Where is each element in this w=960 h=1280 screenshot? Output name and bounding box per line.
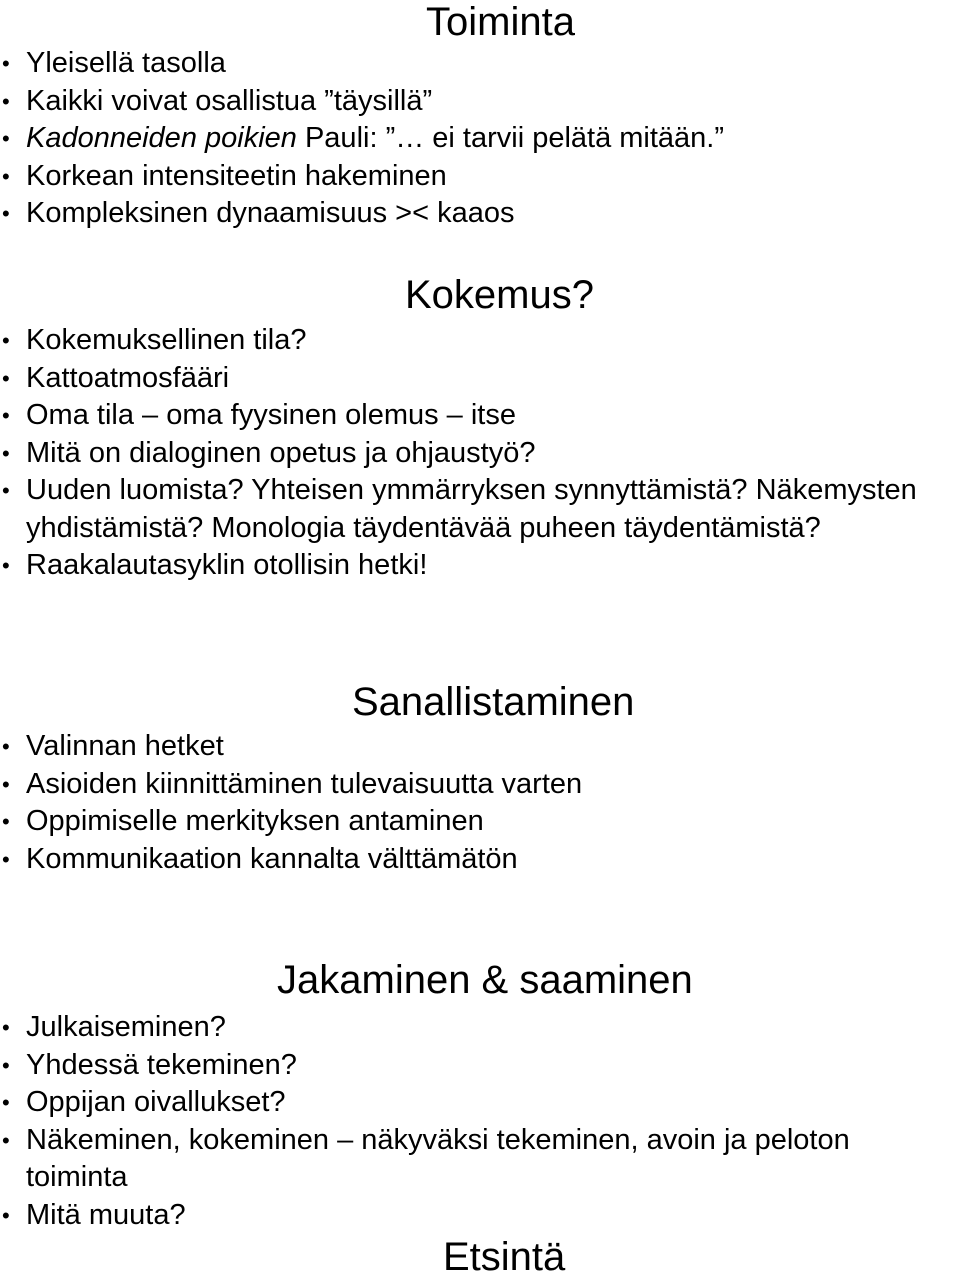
list-item: • Korkean intensiteetin hakeminen xyxy=(0,158,950,196)
list-item: • Yhdessä tekeminen? xyxy=(0,1047,958,1085)
toiminta-list xyxy=(0,45,950,233)
list-item: • Mitä on dialoginen opetus ja ohjaustyö? xyxy=(0,435,950,473)
sanallistaminen-list xyxy=(0,728,950,878)
list-item: • Kokemuksellinen tila? xyxy=(0,322,950,360)
section-title-jakaminen: Jakaminen & saaminen xyxy=(277,958,693,1002)
list-item: • Kommunikaation kannalta välttämätön xyxy=(0,841,950,879)
section-title-kokemus: Kokemus? xyxy=(405,273,594,317)
sub-item-text: Pauli: ”… ei tarvii pelätä mitään.” xyxy=(296,122,725,154)
sub-list-item xyxy=(0,120,950,158)
list-item: • Oppijan oivallukset? xyxy=(0,1084,958,1122)
sub-item-italic-text: Kadonneiden poikien xyxy=(26,122,297,154)
kokemus-list xyxy=(0,322,950,585)
list-item: • Valinnan hetket xyxy=(0,728,950,766)
list-item: • Asioiden kiinnittäminen tulevaisuutta varten xyxy=(0,766,950,804)
list-item: • Näkeminen, kokeminen – näkyväksi tekeminen, avoin ja peloton toiminta xyxy=(0,1122,956,1197)
list-item: • Oma tila – oma fyysinen olemus – itse xyxy=(0,397,950,435)
list-item: • Kaikki voivat osallistua ”täysillä” xyxy=(0,83,950,121)
list-item: • Kompleksinen dynaamisuus >< kaaos xyxy=(0,195,950,233)
list-item: • Yleisellä tasolla xyxy=(0,45,950,83)
list-item: • Mitä muuta? xyxy=(0,1197,958,1235)
section-title-sanallistaminen: Sanallistaminen xyxy=(352,680,635,724)
list-item: • Oppimiselle merkityksen antaminen xyxy=(0,803,950,841)
list-item: • Uuden luomista? Yhteisen ymmärryksen synnyttämistä? Näkemysten yhdistämistä? Monologia täydentävää puheen täydentämistä? xyxy=(0,472,956,547)
section-title-toiminta: Toiminta xyxy=(426,0,575,44)
list-item: • Raakalautasyklin otollisin hetki! xyxy=(0,547,950,585)
jakaminen-list xyxy=(0,1009,958,1234)
list-item: • Julkaiseminen? xyxy=(0,1009,958,1047)
section-title-etsinta: Etsintä xyxy=(443,1235,566,1279)
list-item: • Kattoatmosfääri xyxy=(0,360,950,398)
